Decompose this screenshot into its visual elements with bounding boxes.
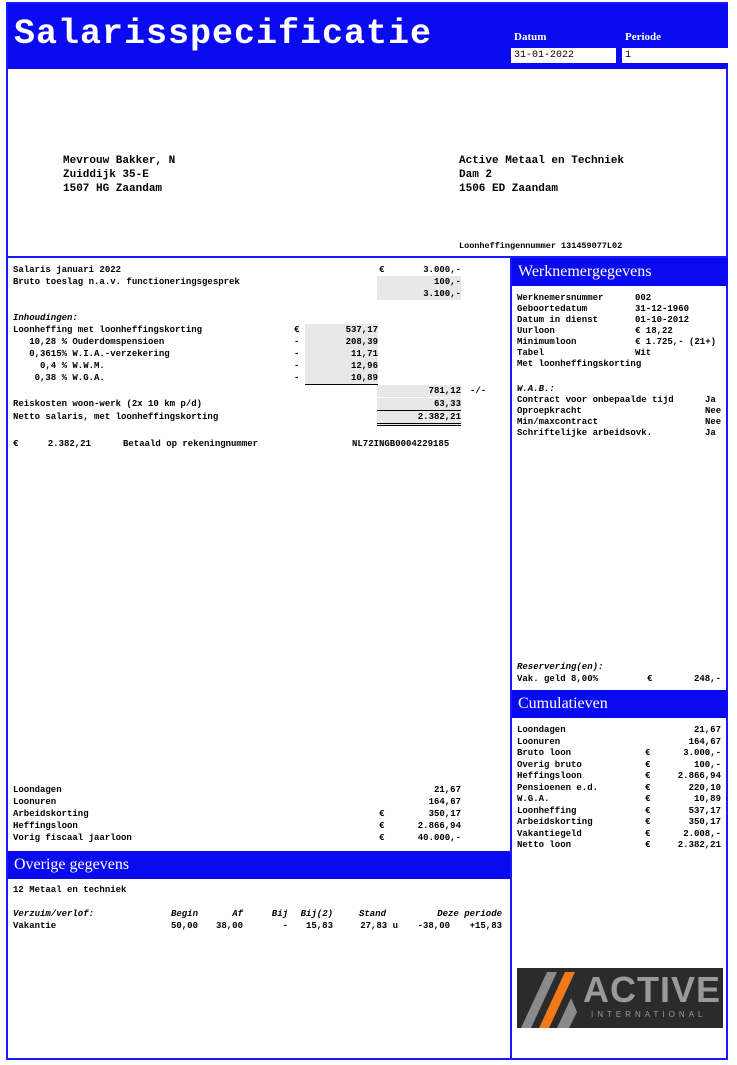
wab-item-value: Ja xyxy=(705,428,716,438)
cum-value: 2.866,94 xyxy=(677,771,721,781)
inhoudingen-label: Inhoudingen: xyxy=(13,313,78,323)
summary-value: 350,17 xyxy=(428,809,461,819)
wab-label: W.A.B.: xyxy=(517,384,555,394)
cum-value: 2.008,- xyxy=(683,828,721,839)
employer-city: 1506 ED Zaandam xyxy=(459,183,559,195)
wab-item-value: Ja xyxy=(705,395,716,405)
werknemer-value: 01-10-2012 xyxy=(635,315,690,325)
verzuim-header: Verzuim/verlof: xyxy=(13,909,95,919)
summary-label: Vorig fiscaal jaarloon xyxy=(13,833,132,843)
paid-value: 2.382,21 xyxy=(47,439,91,449)
cum-value: 350,17 xyxy=(688,817,721,827)
reservering-item: Vak. geld 8,00% xyxy=(517,674,599,684)
inh-total-suffix: -/- xyxy=(470,386,487,396)
werknemer-section xyxy=(517,292,725,692)
company-logo xyxy=(517,968,723,1028)
werknemer-header xyxy=(512,258,728,286)
cum-label: Heffingsloon xyxy=(517,771,582,781)
inh-value: 208,39 xyxy=(305,336,378,348)
cumulatieven-title: Cumulatieven xyxy=(518,695,608,712)
inh-sign: - xyxy=(294,373,300,383)
cum-sign: € xyxy=(645,759,651,770)
summary-value: 164,67 xyxy=(428,797,461,807)
wab-item-label: Oproepkracht xyxy=(517,406,582,416)
netto-value: 2.382,21 xyxy=(377,411,461,426)
paid-account: NL72INGB0004229185 xyxy=(352,439,450,449)
werknemer-value: € 18,22 xyxy=(635,326,673,336)
paid-sign: € xyxy=(13,439,19,449)
cumulatieven-header xyxy=(512,690,728,718)
employee-street: Zuiddijk 35-E xyxy=(63,169,149,181)
employee-city: 1507 HG Zaandam xyxy=(63,183,163,195)
inh-sign: - xyxy=(294,337,300,347)
netto-label: Netto salaris, met loonheffingskorting xyxy=(13,412,219,422)
bruto-value: 3.100,- xyxy=(377,288,461,300)
wab-item-label: Schriftelijke arbeidsovk. xyxy=(517,428,653,438)
col-af-header: Af xyxy=(232,909,243,919)
inh-value: 11,71 xyxy=(305,348,378,360)
col-begin-header: Begin xyxy=(170,909,198,919)
reservering-sign: € xyxy=(647,674,653,684)
verzuim-begin: 50,00 xyxy=(170,921,198,931)
cum-label: Vakantiegeld xyxy=(517,828,582,839)
cum-value: 10,89 xyxy=(693,794,721,804)
datum-value: 31-01-2022 xyxy=(511,48,616,63)
cum-value: 164,67 xyxy=(688,736,721,747)
employer-name: Active Metaal en Techniek xyxy=(459,155,625,167)
wab-item-label: Min/maxcontract xyxy=(517,417,599,427)
cumulatieven-section xyxy=(517,724,725,854)
logo-subtext: INTERNATIONAL xyxy=(591,1010,707,1019)
page-title: Salarisspecificatie xyxy=(14,14,433,54)
overige-header xyxy=(8,851,510,879)
wab-item-label: Contract voor onbepaalde tijd xyxy=(517,395,674,405)
employer-address xyxy=(459,154,624,196)
divider-vertical xyxy=(510,256,512,1060)
werknemer-value: Wit xyxy=(635,348,652,358)
cum-value: 3.000,- xyxy=(683,748,721,758)
met-loonheffing: Met loonheffingskorting xyxy=(517,359,642,369)
cum-label: Loonuren xyxy=(517,736,561,747)
inh-total-value: 781,12 xyxy=(377,385,461,397)
inh-sign: € xyxy=(294,325,300,335)
werknemer-label: Tabel xyxy=(517,348,545,358)
summary-label: Heffingsloon xyxy=(13,821,78,831)
cum-sign: € xyxy=(645,840,651,850)
werknemer-label: Datum in dienst xyxy=(517,315,599,325)
salary-section xyxy=(13,264,508,464)
cum-value: 21,67 xyxy=(693,725,721,735)
loonheffingennummer: Loonheffingennummer 131459077L02 xyxy=(459,241,623,251)
cum-sign: € xyxy=(645,794,651,804)
cum-value: 100,- xyxy=(693,759,721,770)
verzuim-bij: - xyxy=(282,921,288,931)
inh-label: 0,38 % W.G.A. xyxy=(13,373,105,383)
summary-value: 2.866,94 xyxy=(417,821,461,831)
werknemer-label: Geboortedatum xyxy=(517,304,588,314)
inh-label: 0,3615% W.I.A.-verzekering xyxy=(13,349,170,359)
col-bij-header: Bij xyxy=(271,909,288,919)
wab-item-value: Nee xyxy=(705,417,722,427)
verzuim-stand: 27,83 u xyxy=(360,921,398,931)
cum-label: Bruto loon xyxy=(517,748,572,758)
summary-label: Arbeidskorting xyxy=(13,809,89,819)
summary-sign: € xyxy=(379,821,385,831)
inh-label: Loonheffing met loonheffingskorting xyxy=(13,325,203,335)
col-stand-header: Stand xyxy=(358,909,386,919)
overige-section xyxy=(13,884,508,936)
cum-value: 2.382,21 xyxy=(677,840,721,850)
inh-label: 10,28 % Ouderdomspensioen xyxy=(13,337,165,347)
werknemer-label: Werknemersnummer xyxy=(517,293,604,303)
logo-text: ACTIVE xyxy=(583,969,722,1010)
cum-label: Netto loon xyxy=(517,840,572,850)
summary-value: 21,67 xyxy=(433,785,461,795)
summary-label: Loondagen xyxy=(13,785,62,795)
salaris-value: 3.000,- xyxy=(423,265,461,275)
cum-sign: € xyxy=(645,805,651,816)
wab-item-value: Nee xyxy=(705,406,722,416)
col-deze-periode-header: Deze periode xyxy=(437,909,502,919)
employee-address xyxy=(63,154,175,196)
summary-sign: € xyxy=(379,809,385,819)
datum-label: Datum xyxy=(514,31,547,43)
werknemer-value: 002 xyxy=(635,293,652,303)
employee-name: Mevrouw Bakker, N xyxy=(63,155,176,167)
reservering-value: 248,- xyxy=(693,674,721,684)
cum-sign: € xyxy=(645,771,651,781)
cum-value: 537,17 xyxy=(688,805,721,816)
werknemer-value: € 1.725,- (21+) xyxy=(635,337,717,347)
col-bij2-header: Bij(2) xyxy=(300,909,333,919)
toeslag-value: 100,- xyxy=(377,276,461,289)
bottom-summary xyxy=(13,784,508,846)
verzuim-af: 38,00 xyxy=(215,921,243,931)
werknemer-label: Minimumloon xyxy=(517,337,577,347)
summary-sign: € xyxy=(379,833,385,843)
inh-sign: - xyxy=(294,349,300,359)
cum-label: Loondagen xyxy=(517,725,566,735)
werknemer-value: 31-12-1960 xyxy=(635,304,690,314)
cum-sign: € xyxy=(645,782,651,793)
reservering-label: Reservering(en): xyxy=(517,662,604,672)
salaris-label: Salaris januari 2022 xyxy=(13,265,122,275)
employer-street: Dam 2 xyxy=(459,169,493,181)
verzuim-periode-af: -38,00 xyxy=(417,921,450,931)
cao-label: 12 Metaal en techniek xyxy=(13,885,127,895)
periode-value: 1 xyxy=(622,48,728,63)
cum-label: W.G.A. xyxy=(517,794,550,804)
cum-label: Overig bruto xyxy=(517,759,582,770)
verzuim-periode-bij: +15,83 xyxy=(469,921,502,931)
inh-value: 537,17 xyxy=(305,324,378,336)
verzuim-bij2: 15,83 xyxy=(305,921,333,931)
cum-label: Pensioenen e.d. xyxy=(517,782,599,793)
werknemer-title: Werknemergegevens xyxy=(518,263,652,280)
cum-label: Loonheffing xyxy=(517,805,577,816)
inh-label: 0,4 % W.W.M. xyxy=(13,361,105,371)
inh-value: 12,96 xyxy=(305,360,378,372)
cum-label: Arbeidskorting xyxy=(517,817,593,827)
paid-label: Betaald op rekeningnummer xyxy=(123,439,259,449)
summary-value: 40.000,- xyxy=(417,833,461,843)
toeslag-label: Bruto toeslag n.a.v. functioneringsgesprek xyxy=(13,277,240,287)
periode-label: Periode xyxy=(625,31,662,43)
inh-value: 10,89 xyxy=(305,372,378,385)
verzuim-type: Vakantie xyxy=(13,921,57,931)
summary-label: Loonuren xyxy=(13,797,57,807)
cum-sign: € xyxy=(645,817,651,827)
salaris-sign: € xyxy=(379,265,385,275)
reiskosten-label: Reiskosten woon-werk (2x 10 km p/d) xyxy=(13,399,203,409)
cum-sign: € xyxy=(645,748,651,758)
overige-title: Overige gegevens xyxy=(14,856,130,873)
inh-sign: - xyxy=(294,361,300,371)
reiskosten-value: 63,33 xyxy=(377,398,461,411)
cum-sign: € xyxy=(645,828,651,839)
werknemer-label: Uurloon xyxy=(517,326,555,336)
cum-value: 220,10 xyxy=(688,782,721,793)
